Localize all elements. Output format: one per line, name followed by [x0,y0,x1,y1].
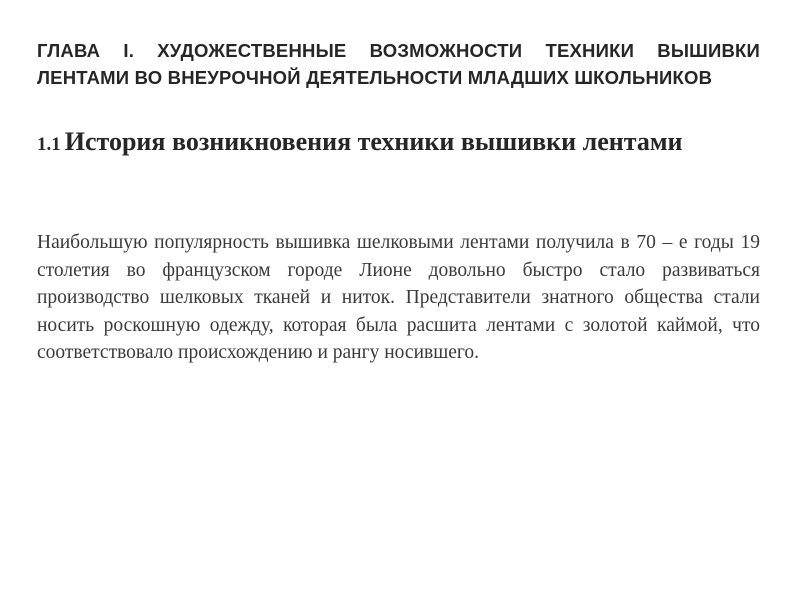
body-paragraph: Наибольшую популярность вышивка шелковыми лентами получила в 70 – е годы 19 столетия во французском городе Лионе довольно быстро стало развиваться производство шелковых тканей и ниток. Представители знатного общества стали носить роскошную одежду, которая была расшита лентами с золотой каймой, что соответствовало происхождению и рангу носившего. [37,232,760,364]
chapter-title: ГЛАВА I. ХУДОЖЕСТВЕННЫЕ ВОЗМОЖНОСТИ ТЕХНИКИ ВЫШИВКИ ЛЕНТАМИ ВО ВНЕУРОЧНОЙ ДЕЯТЕЛЬНОСТИ МЛАДШИХ ШКОЛЬНИКОВ [37,40,760,88]
section-heading [37,124,760,164]
section-title: История возникновения техники вышивки лентами [64,127,683,156]
section-number: 1.1 [37,134,61,155]
